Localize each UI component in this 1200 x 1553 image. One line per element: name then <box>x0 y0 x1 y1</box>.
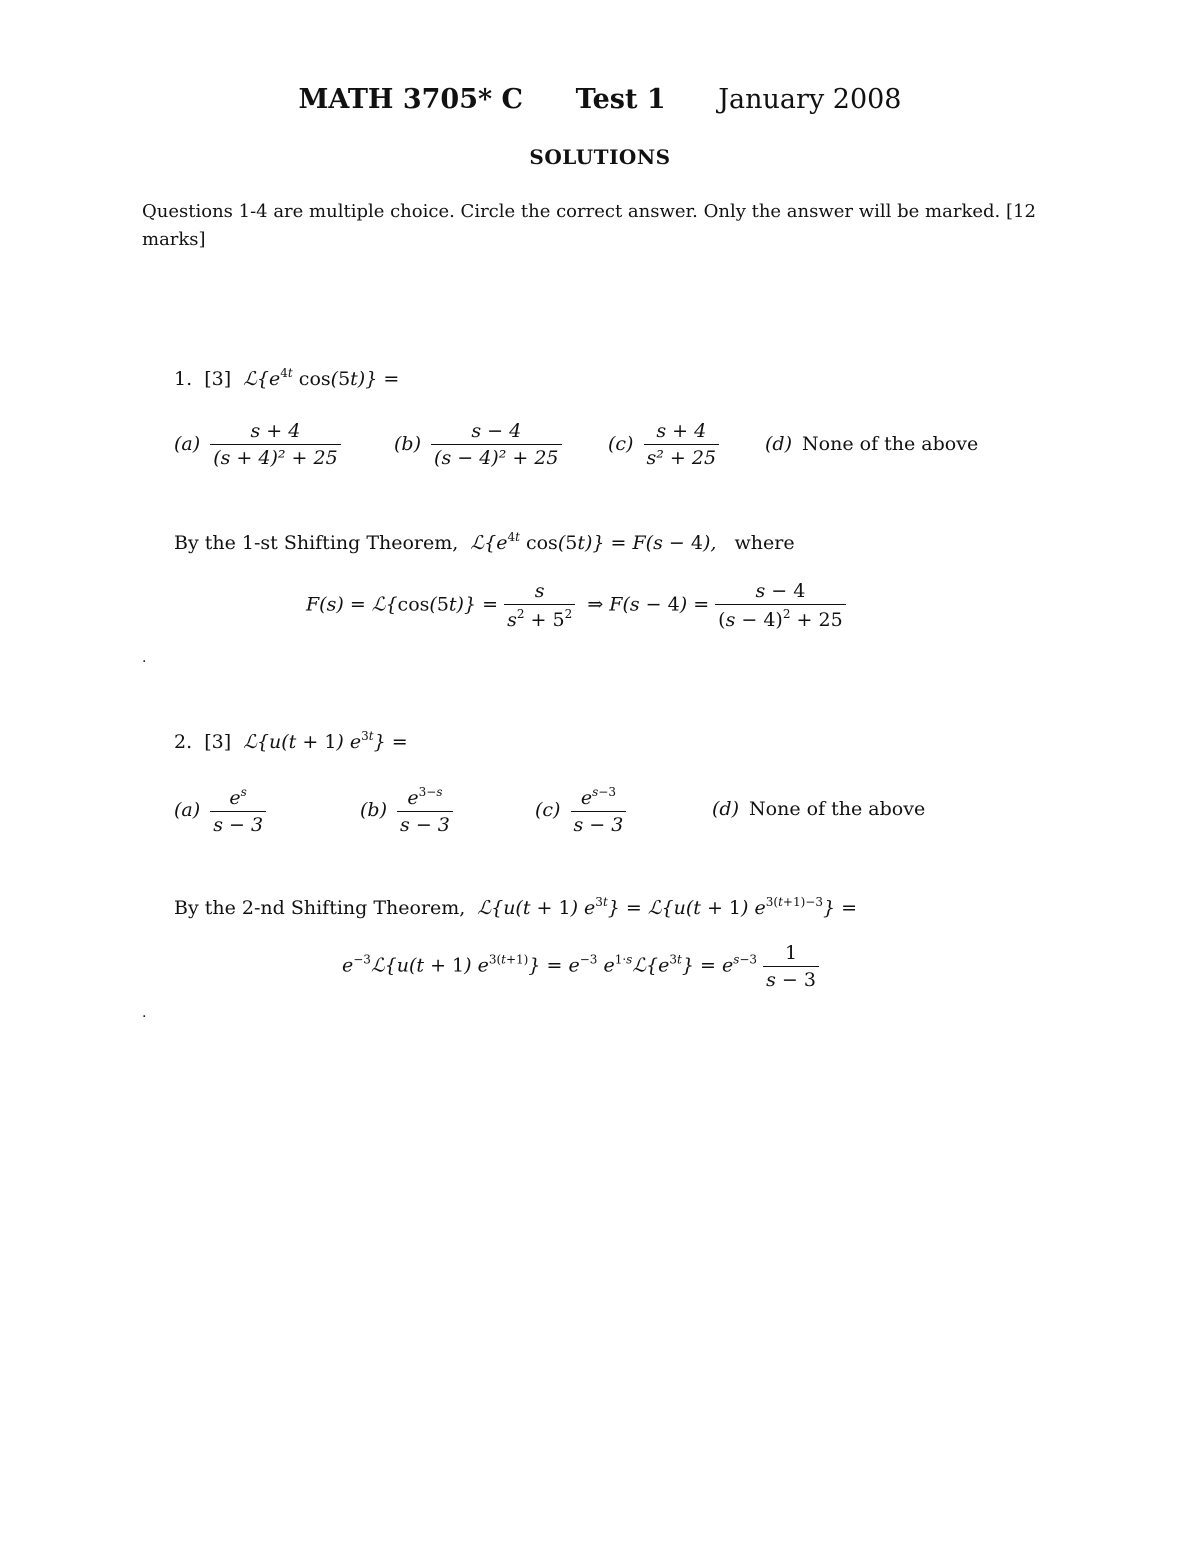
page-title <box>0 84 1200 115</box>
option-2a: (a) $\frac{e^s}{s - 3}$ <box>174 785 266 836</box>
solution-1-equation: F(s) = ℒ{cos(5t)} = $\frac{s}{s^2 + 5^2}$ ⇒ F(s − 4) = $\frac{s - 4}{(s - 4)^2 + 25}$ <box>306 580 846 631</box>
question-number: 2. <box>174 731 193 753</box>
solution-2-equation: $e^{-3}ℒ\{u(t + 1) e^{3(t+1)}\} = e^{-3}$ $e^{1\cdot s}ℒ\{e^{3t}\} = e^{s-3}$ $\frac{1}{s - 3}$ <box>342 942 819 991</box>
option-1c: (c) $\frac{s + 4}{\text{s² + 25}}$ <box>608 420 719 469</box>
solution-2-intro: By the 2-nd Shifting Theorem, ℒ{u(t + 1) $e^{3t}$} = ℒ{u(t + 1) $e^{3(t+1)-3}$} = <box>174 895 858 919</box>
option-1b: (b) $\frac{s - 4}{\text{(s − 4)² + 25}}$ <box>394 420 562 469</box>
question-number: 1. <box>174 368 193 390</box>
subtitle: SOLUTIONS <box>529 145 671 169</box>
option-2c: (c) $\frac{e^{s-3}}{s - 3}$ <box>535 785 626 836</box>
option-1d: (d) None of the above <box>765 433 979 455</box>
question-2 <box>174 729 408 753</box>
question-marks: [3] <box>204 368 232 390</box>
question-expression: ℒ{u(t + 1) $e^{3t}$} = <box>243 729 408 753</box>
question-expression: $ℒ\{e^{4t}$ cos(5t)} = <box>243 366 400 390</box>
option-1a: (a) $\frac{s + 4}{\text{(s + 4)² + 25}}$ <box>174 420 341 469</box>
course-code: MATH 3705* C <box>298 84 524 115</box>
solution-1-intro: By the 1-st Shifting Theorem, $ℒ\{e^{4t}$ cos(5t)} = F(s − 4), where <box>174 530 795 554</box>
option-2b: (b) $\frac{e^{3-s}}{s - 3}$ <box>360 785 453 836</box>
test-name: Test 1 <box>575 84 666 115</box>
question-marks: [3] <box>204 731 232 753</box>
option-2d: (d) None of the above <box>712 798 926 820</box>
question-1 <box>174 366 399 390</box>
separator-dot: . <box>142 650 147 666</box>
instructions: Questions 1-4 are multiple choice. Circle the correct answer. Only the answer will be marked. [12 marks] <box>142 201 1036 250</box>
test-date: January 2008 <box>718 84 902 115</box>
separator-dot: . <box>142 1005 147 1021</box>
